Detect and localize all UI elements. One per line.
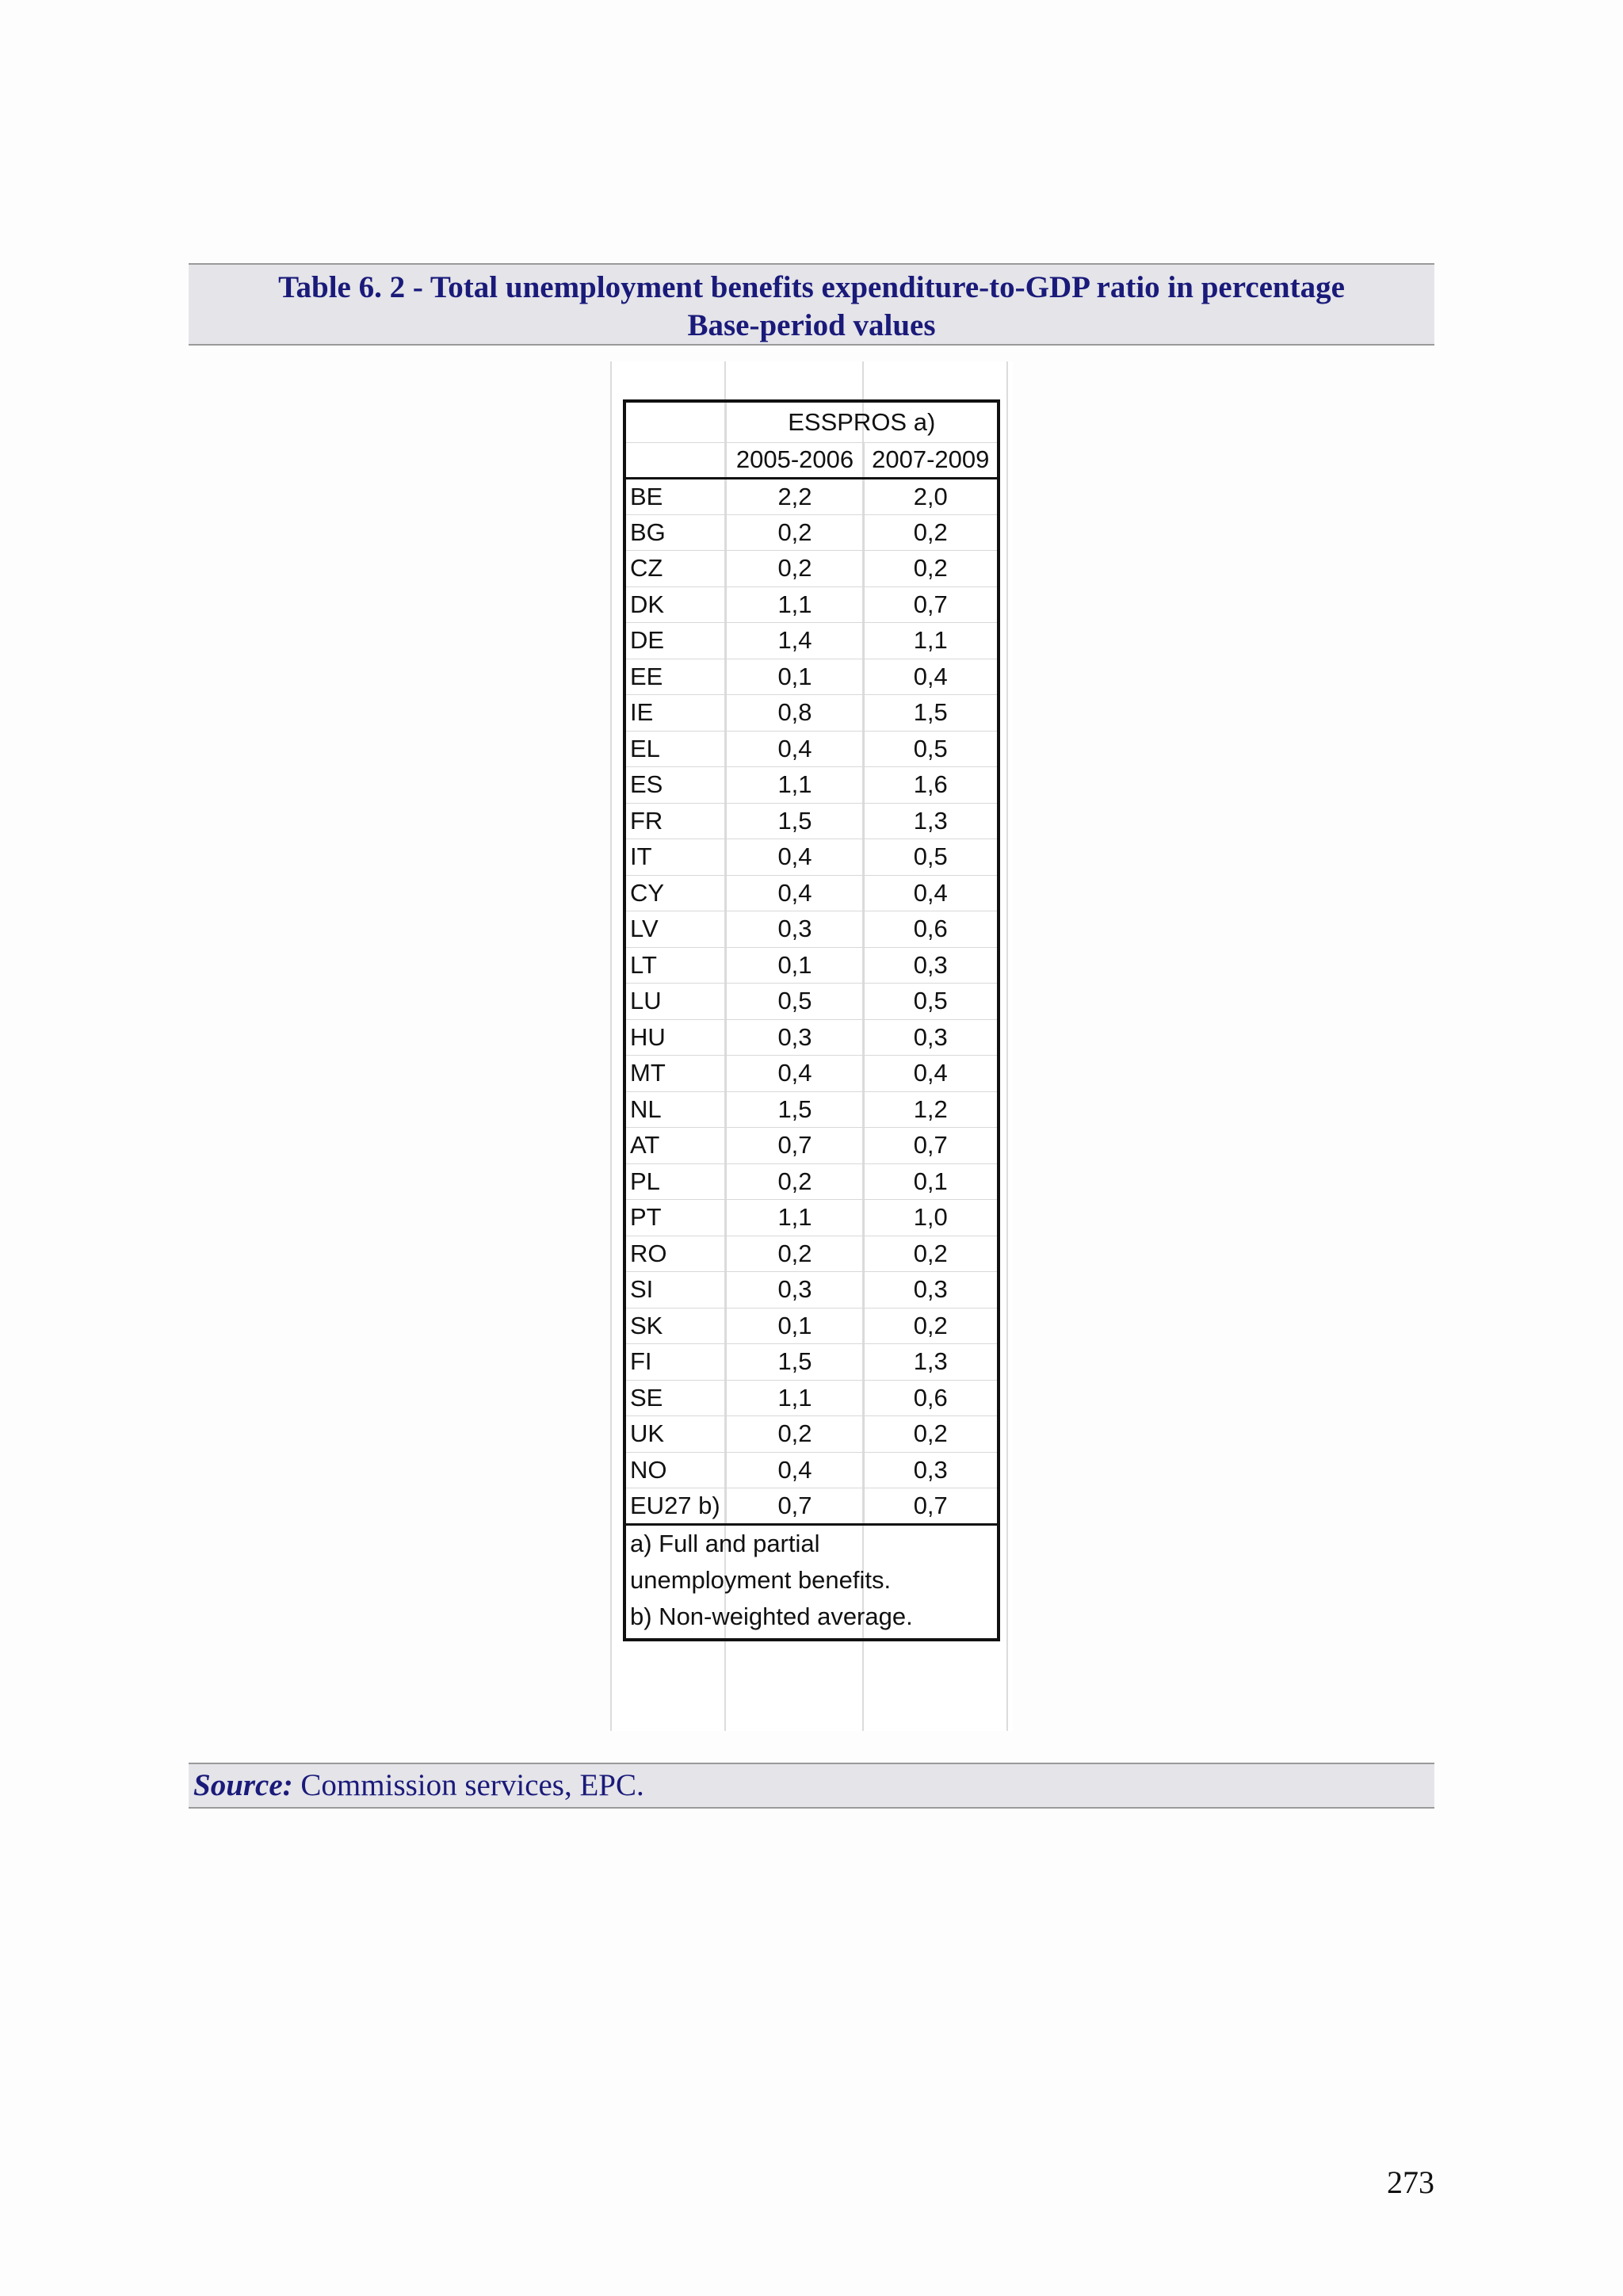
table-row <box>624 984 999 1020</box>
table-row <box>624 1308 999 1344</box>
value-cell: 1,6 <box>864 767 999 804</box>
value-cell: 0,2 <box>864 1308 999 1344</box>
value-cell: 1,5 <box>726 1091 864 1128</box>
value-cell: 0,2 <box>864 1416 999 1453</box>
data-table <box>623 399 1000 1641</box>
value-cell: 2,2 <box>726 479 864 515</box>
column-header-row <box>624 442 999 479</box>
table-row <box>624 875 999 911</box>
column-header: 2007-2009 <box>864 442 999 479</box>
country-cell: CZ <box>624 551 726 587</box>
value-cell: 1,3 <box>864 803 999 839</box>
country-cell: SI <box>624 1272 726 1308</box>
value-cell: 0,2 <box>726 514 864 551</box>
value-cell: 0,5 <box>864 731 999 767</box>
source-label: Source: <box>193 1768 293 1802</box>
country-cell: DK <box>624 586 726 623</box>
value-cell: 0,4 <box>726 1056 864 1092</box>
table-row <box>624 479 999 515</box>
country-cell: FR <box>624 803 726 839</box>
table-row <box>624 695 999 732</box>
value-cell: 1,1 <box>726 767 864 804</box>
grid-line <box>1006 361 1008 1731</box>
table-row <box>624 1128 999 1164</box>
value-cell: 1,1 <box>864 623 999 659</box>
value-cell: 0,6 <box>864 911 999 948</box>
table-row <box>624 1019 999 1056</box>
empty-cell <box>624 442 726 479</box>
country-cell: EL <box>624 731 726 767</box>
group-header: ESSPROS a) <box>726 401 999 442</box>
country-cell: PL <box>624 1163 726 1200</box>
table-row <box>624 586 999 623</box>
value-cell: 0,3 <box>726 911 864 948</box>
value-cell: 0,4 <box>726 731 864 767</box>
page-number: 273 <box>1387 2164 1434 2200</box>
table-title <box>189 263 1434 346</box>
country-cell: RO <box>624 1236 726 1272</box>
value-cell: 0,3 <box>864 1019 999 1056</box>
table-row <box>624 551 999 587</box>
value-cell: 0,2 <box>864 514 999 551</box>
table-row <box>624 767 999 804</box>
value-cell: 0,5 <box>726 984 864 1020</box>
value-cell: 0,2 <box>726 1163 864 1200</box>
country-cell: EU27 b) <box>624 1488 726 1525</box>
table-row <box>624 1236 999 1272</box>
table-row <box>624 731 999 767</box>
country-cell: MT <box>624 1056 726 1092</box>
country-cell: IT <box>624 839 726 876</box>
country-cell: LU <box>624 984 726 1020</box>
value-cell: 0,4 <box>864 1056 999 1092</box>
table-notes <box>624 1524 999 1640</box>
empty-cell <box>624 401 726 442</box>
value-cell: 0,2 <box>726 1236 864 1272</box>
value-cell: 0,4 <box>864 659 999 695</box>
value-cell: 0,2 <box>726 551 864 587</box>
value-cell: 0,2 <box>864 551 999 587</box>
country-cell: IE <box>624 695 726 732</box>
country-cell: LV <box>624 911 726 948</box>
table-row <box>624 803 999 839</box>
group-header-row <box>624 401 999 442</box>
value-cell: 1,3 <box>864 1344 999 1381</box>
country-cell: NL <box>624 1091 726 1128</box>
value-cell: 0,5 <box>864 984 999 1020</box>
value-cell: 0,7 <box>864 1128 999 1164</box>
table-row <box>624 1163 999 1200</box>
country-cell: CY <box>624 875 726 911</box>
value-cell: 0,2 <box>864 1236 999 1272</box>
country-cell: SE <box>624 1380 726 1416</box>
value-cell: 0,3 <box>726 1272 864 1308</box>
country-cell: DE <box>624 623 726 659</box>
table-row <box>624 1488 999 1525</box>
value-cell: 0,3 <box>864 1272 999 1308</box>
value-cell: 1,0 <box>864 1200 999 1236</box>
country-cell: UK <box>624 1416 726 1453</box>
country-cell: LT <box>624 947 726 984</box>
value-cell: 0,4 <box>726 1452 864 1488</box>
value-cell: 0,4 <box>726 839 864 876</box>
country-cell: HU <box>624 1019 726 1056</box>
table-row <box>624 1272 999 1308</box>
value-cell: 0,2 <box>726 1416 864 1453</box>
country-cell: AT <box>624 1128 726 1164</box>
value-cell: 0,4 <box>864 875 999 911</box>
table-row <box>624 1452 999 1488</box>
source-note <box>189 1763 1434 1809</box>
value-cell: 1,5 <box>864 695 999 732</box>
table-row <box>624 1200 999 1236</box>
value-cell: 1,1 <box>726 1200 864 1236</box>
note-line: b) Non-weighted average. <box>630 1602 913 1630</box>
table-row <box>624 1380 999 1416</box>
table-row <box>624 514 999 551</box>
value-cell: 0,3 <box>864 947 999 984</box>
table-row <box>624 623 999 659</box>
column-header: 2005-2006 <box>726 442 864 479</box>
table-row <box>624 1344 999 1381</box>
value-cell: 0,1 <box>726 1308 864 1344</box>
notes-row <box>624 1524 999 1640</box>
source-text: Commission services, EPC. <box>292 1768 644 1802</box>
country-cell: NO <box>624 1452 726 1488</box>
grid-line <box>610 361 612 1731</box>
value-cell: 0,3 <box>864 1452 999 1488</box>
value-cell: 0,7 <box>864 586 999 623</box>
country-cell: EE <box>624 659 726 695</box>
table-row <box>624 947 999 984</box>
value-cell: 0,1 <box>726 947 864 984</box>
country-cell: BG <box>624 514 726 551</box>
table-row <box>624 1416 999 1453</box>
table-row <box>624 1056 999 1092</box>
country-cell: PT <box>624 1200 726 1236</box>
value-cell: 0,3 <box>726 1019 864 1056</box>
table-row <box>624 659 999 695</box>
value-cell: 1,1 <box>726 586 864 623</box>
value-cell: 0,7 <box>726 1488 864 1525</box>
table-title-line2: Base-period values <box>687 308 936 342</box>
value-cell: 0,1 <box>864 1163 999 1200</box>
value-cell: 2,0 <box>864 479 999 515</box>
value-cell: 1,5 <box>726 803 864 839</box>
spreadsheet-image <box>610 361 1013 1731</box>
country-cell: ES <box>624 767 726 804</box>
value-cell: 0,1 <box>726 659 864 695</box>
value-cell: 0,8 <box>726 695 864 732</box>
value-cell: 1,5 <box>726 1344 864 1381</box>
value-cell: 0,7 <box>864 1488 999 1525</box>
value-cell: 0,4 <box>726 875 864 911</box>
value-cell: 0,5 <box>864 839 999 876</box>
table-row <box>624 1091 999 1128</box>
value-cell: 0,6 <box>864 1380 999 1416</box>
table-row <box>624 911 999 948</box>
value-cell: 0,7 <box>726 1128 864 1164</box>
table-title-line1: Table 6. 2 - Total unemployment benefits expenditure-to-GDP ratio in percentage <box>278 270 1345 304</box>
value-cell: 1,4 <box>726 623 864 659</box>
value-cell: 1,1 <box>726 1380 864 1416</box>
country-cell: FI <box>624 1344 726 1381</box>
table-row <box>624 839 999 876</box>
note-line: unemployment benefits. <box>630 1565 892 1594</box>
note-line: a) Full and partial <box>630 1529 820 1557</box>
country-cell: BE <box>624 479 726 515</box>
value-cell: 1,2 <box>864 1091 999 1128</box>
country-cell: SK <box>624 1308 726 1344</box>
